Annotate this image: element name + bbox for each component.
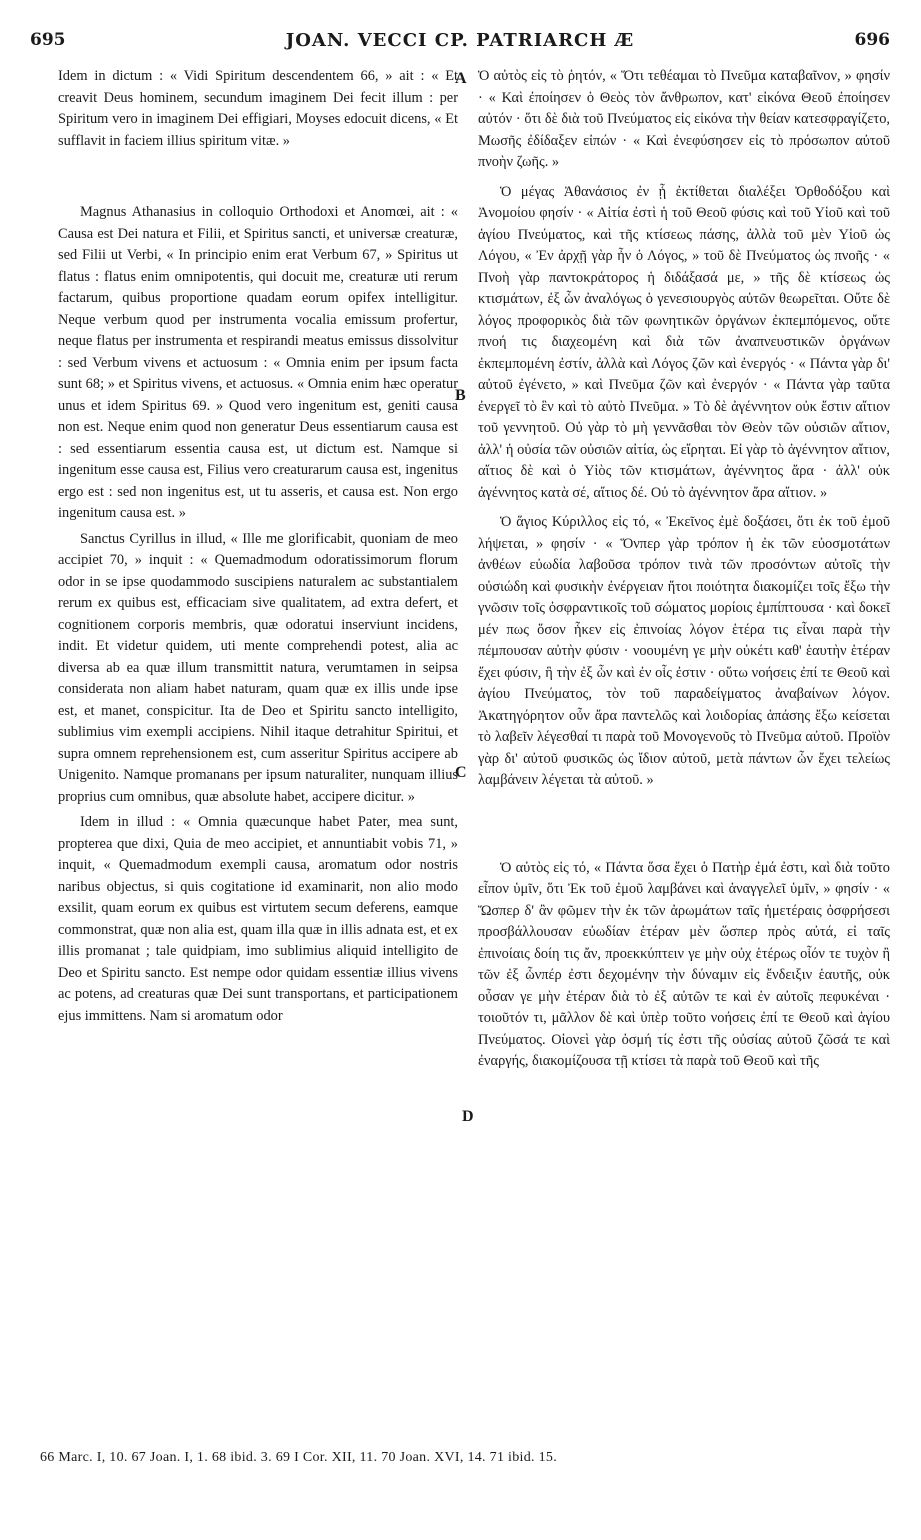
section-marker-c: C — [455, 764, 467, 781]
running-title: JOAN. VECCI CP. PATRIARCH Æ — [285, 30, 635, 51]
page-number-right: 696 — [854, 30, 890, 50]
latin-paragraph: Idem in illud : « Omnia quæcunque habet Pater, mea sunt, propterea que dixi, Quia de meo accipiet, et annuntiabit vobis 71, » inquit, « Quemadmodum exempli causa, aromatum odor nostris naribus objectus, si quis cogitatione id examinarit, non alio modo exsilit, quam eorum ex quibus est virtutem secum deferens, eamque commonstrat, quæ non alia est, quam illa quæ in illis adnata est, et ex illis promanat ; tale quidpiam, imo sublimius aliquid intelligito de Deo et Spiritu sancto. Est nempe odor quidam essentiæ illius vivens ac potens, ad creaturas quæ Dei sunt transportans, et participationem ejus immittens. Nam si aromatum odor — [58, 814, 458, 1024]
greek-paragraph: Ὁ μέγας Ἀθανάσιος ἐν ᾗ ἐκτίθεται διαλέξει Ὀρθοδόξου καὶ Ἀνομοίου φησίν · « Αἰτία ἐστὶ ἡ τοῦ Θεοῦ φύσις καὶ τοῦ Υἱοῦ καὶ τοῦ ἁγίου Πνεύματος, καὶ τῆς κτίσεως πάσης, ἀλλὰ τοῦ μὲν Υἱοῦ ὡς Λόγου, « Ἐν ἀρχῇ γὰρ ἦν ὁ Λόγος, » τοῦ δὲ Πνεύματος ὡς πνοῆς · « Πνοὴ γὰρ παντοκράτορος ἡ διδάξασά με, » τῆς δὲ κτίσεως ὡς κτισμάτων, ἐξ ὧν ἀναλόγως ὁ γενεσιουργὸς αὐτῶν θεωρεῖται. Οὔτε δὲ λόγος προφορικὸς διὰ τῶν φωνητικῶν ὀργάνων ἐκπεμπόμενος, οὔτε πνοή τις διαχεομένη καὶ διὰ τῶν ἀναπνευστικῶν ὀργάνων ἐκπεμπομένη ἐστίν, ἀλλὰ καὶ Λόγος ζῶν καὶ ἐνεργός · « Πάντα γὰρ δι' αὐτοῦ ἐγένετο, » καὶ Πνεῦμα ζῶν καὶ ἐνεργόν · « Πάντα γὰρ ταῦτα ἐνεργεῖ τὸ ἓν καὶ τὸ αὐτὸ Πνεῦμα. » Τὸ δὲ ἀγέννητον οὐκ ἔστιν αἴτιον τοῦ γεννητοῦ. Οὐ γὰρ τὸ μὴ γεννᾶσθαι τὸν Θεὸν τῶν οὐσιῶν αἴτιον, ἀλλ' ἡ οὐσία τῶν οὐσιῶν αἰτία, ὡς εἴρηται. Εἰ γὰρ τὸ ἀγέννητον αἴτιον, αἴτιος δὲ καὶ ὁ Υἱὸς τῶν κτισμάτων, ἀγέννητος ἄρα · ἀλλ' οὐκ ἀγέννητος κατὰ σέ, αἴτιος δέ. Οὐ τὸ ἀγέννητον ἄρα αἴτιον. » — [478, 183, 890, 501]
greek-paragraph: Ὁ ἅγιος Κύριλλος εἰς τό, « Ἐκεῖνος ἐμὲ δοξάσει, ὅτι ἐκ τοῦ ἐμοῦ λήψεται, » φησίν · « Ὅνπερ γὰρ τρόπον ἡ ἐκ τῶν εὐοσμοτάτων ἀνθέων εὐωδία λαβοῦσα τρόπον τινὰ τῶν προσόντων αὐτοῖς τὴν οὐσιώδη καὶ φυσικὴν ἐνέργειαν ἤτοι ποιότητα διακομίζει τοῖς ἔξω τὴν γνῶσιν τοῖς ὀσφραντικοῖς τοῦ σώματος μορίοις ἐμπίπτουσα · καὶ δοκεῖ μέν πως ὅσον ἧκεν εἰς ἐπινοίας λόγον ἑτέρα τις εἶναι παρὰ τὴν πέμπουσαν αὐτὴν φύσιν · νοουμένη γε μὴν οὐκέτι καθ' ἑαυτὴν ἑτέραν ἔχει φύσιν, ἣ τὴν ἐξ ὧν καὶ ἐν οἷς ἐστιν · οὕτω νοήσεις ἐπί τε Θεοῦ καὶ ἁγίου Πνεύματος, τὸν τοῦ παραδείγματος ἀναβαίνων λόγον. Ἀκατηγόρητον οὖν ἄρα παντελῶς καὶ λοιδορίας ἁπάσης ἔξω κείσεται τὸ λαβεῖν λέγεσθαί τι παρὰ τοῦ Μονογενοῦς τὸ Πνεῦμα αὐτοῦ. Προϊὸν γὰρ δι' αὐτοῦ φυσικῶς ὡς ἴδιον αὐτοῦ, μετὰ πάντων ὧν ἔχει τελείως λαμβάνειν λέγεται τὰ αὐτοῦ. » — [478, 514, 890, 788]
greek-column — [478, 66, 890, 1073]
footnotes: 66 Marc. I, 10. 67 Joan. I, 1. 68 ibid. 3. 69 I Cor. XII, 11. 70 Joan. XVI, 14. 71 ibid. 15. — [40, 1450, 558, 1465]
latin-paragraph: Sanctus Cyrillus in illud, « Ille me glorificabit, quoniam de meo accipiet 70, » inquit : « Quemadmodum odoratissimorum florum odor in se ipse quodammodo suscipiens naturalem ac substantialem rerum ex quibus est, efficaciam sive qualitatem, ad extra defert, et cognitionem corporis membris, quæ odoratui inserviunt incidens, indit. Et videtur quidem, uti mente comprehendi potest, alia ac diversa ab ea quæ illum transmittit natura, verumtamen in seipsa considerata non aliam habet naturam, quam quæ ex illis unde ipse est, et manet, conspicitur. Ita de Deo et Spiritu sancto intelligito, sublimius vim exempli accipiens. Nihil itaque detrahitur Spiritui, et supra omnem reprehensionem est, cum asseritur Spiritus accipere ab Unigenito. Namque promanans per ipsum naturaliter, nunquam illius proprius cum omnibus, quæ absolute habet, accipere dicitur. » — [58, 530, 458, 805]
latin-column — [58, 66, 458, 1027]
page-header — [30, 30, 890, 60]
greek-paragraph: Ὁ αὐτὸς εἰς τὸ ῥητόν, « Ὅτι τεθέαμαι τὸ Πνεῦμα καταβαῖνον, » φησίν · « Καὶ ἐποίησεν ὁ Θεὸς τὸν ἄνθρωπον, κατ' εἰκόνα Θεοῦ ἐποίησεν αὐτόν · ὅτι δὲ διὰ τοῦ Πνεύματος εἰς εἰκόνα τὴν θείαν κατεσφραγίζετο, Μωσῆς ἐδίδαξεν εἰπών · « Καὶ ἐνεφύσησεν εἰς τὸ πρόσωπον αὐτοῦ πνοὴν ζωῆς. » — [478, 68, 890, 170]
section-marker-d: D — [462, 1108, 474, 1125]
greek-paragraph: Ὁ αὐτὸς εἰς τό, « Πάντα ὅσα ἔχει ὁ Πατὴρ ἐμά ἐστι, καὶ διὰ τοῦτο εἶπον ὑμῖν, ὅτι Ἐκ τοῦ ἐμοῦ λαμβάνει καὶ ἀναγγελεῖ ὑμῖν, » φησίν · « Ὥσπερ δ' ἂν φῶμεν τὴν ἐκ τῶν ἀρωμάτων ταῖς ἡμετέραις ὀσφρήσεσι προσβάλλουσαν εὐωδίαν ἑτέραν μὲν ὥσπερ πρὸς αὐτά, εἰ ταῖς ἐπινοίαις δοίη τις ἄν, προεκκύπτειν γε μὴν οὐχ ἑτέρως οἷόν τε τυχὸν ἢ τῶν ἐξ ὧνπέρ ἐστι δεχομένην τὴν δύναμιν εἰς ἔνδειξιν ἑαυτῆς, οὐκ οὖσαν γε μὴν ἑτέραν διὰ τὸ ἐξ αὐτῶν τε καὶ ἐν αὐτοῖς πεφυκέναι · τοιοῦτόν τι, μᾶλλον δὲ καὶ ὑπὲρ τοῦτο νοήσεις ἐπί τε Θεοῦ καὶ ἁγίου Πνεύματος. Οἱονεὶ γὰρ ὀσμή τίς ἐστι τῆς οὐσίας αὐτοῦ ζῶσά τε καὶ ἐναργής, διακομίζουσα τῇ κτίσει τὰ παρὰ τοῦ Θεοῦ καὶ τῆς — [478, 859, 890, 1069]
latin-paragraph: Idem in dictum : « Vidi Spiritum descendentem 66, » ait : « Et creavit Deus hominem, secundum imaginem Dei fecit illum : per Spiritum vero in imaginem Dei effigiari, Moyses edocuit dicens, « Et sufflavit in faciem illius spiritum vitæ. » — [58, 68, 458, 149]
section-marker-b: B — [455, 387, 466, 404]
page-number-left: 695 — [30, 30, 66, 50]
section-marker-a: A — [455, 70, 467, 87]
latin-paragraph: Magnus Athanasius in colloquio Orthodoxi et Anomœi, ait : « Causa est Dei natura et Filii, et Spiritus sancti, et universæ creaturæ, sed Filii ut Verbi, « In principio enim erat Verbum 67, » Spiritus ut flatus : flatus enim omnipotentis, qui docuit me, creaturæ uti rerum factarum, quibus proportione quadam eorum opifex intelligitur. Neque verbum quod per instrumenta vocalia emissum profertur, neque flatus per instrumenta et respirandi meatus emissus dissolvitur : sed Verbum vivens et actuosum : « Omnia enim per ipsum facta sunt 68; » et Spiritus vivens, et actuosus. « Omnia enim hæc operatur unus et idem Spiritus 69. » Quod vero ingenitum est, geniti causa non est. Neque enim quod non generatur Deus essentiarum causa est : sed essentiarum essentia causa est, ut dictum est. Namque si ingenitum esse causa est, Filius vero creaturarum causa est, ingenitus ergo est : sed non ingenitus est, ut tu asseris, et causa est. Non ergo ingenitum causa est. » — [58, 204, 458, 521]
